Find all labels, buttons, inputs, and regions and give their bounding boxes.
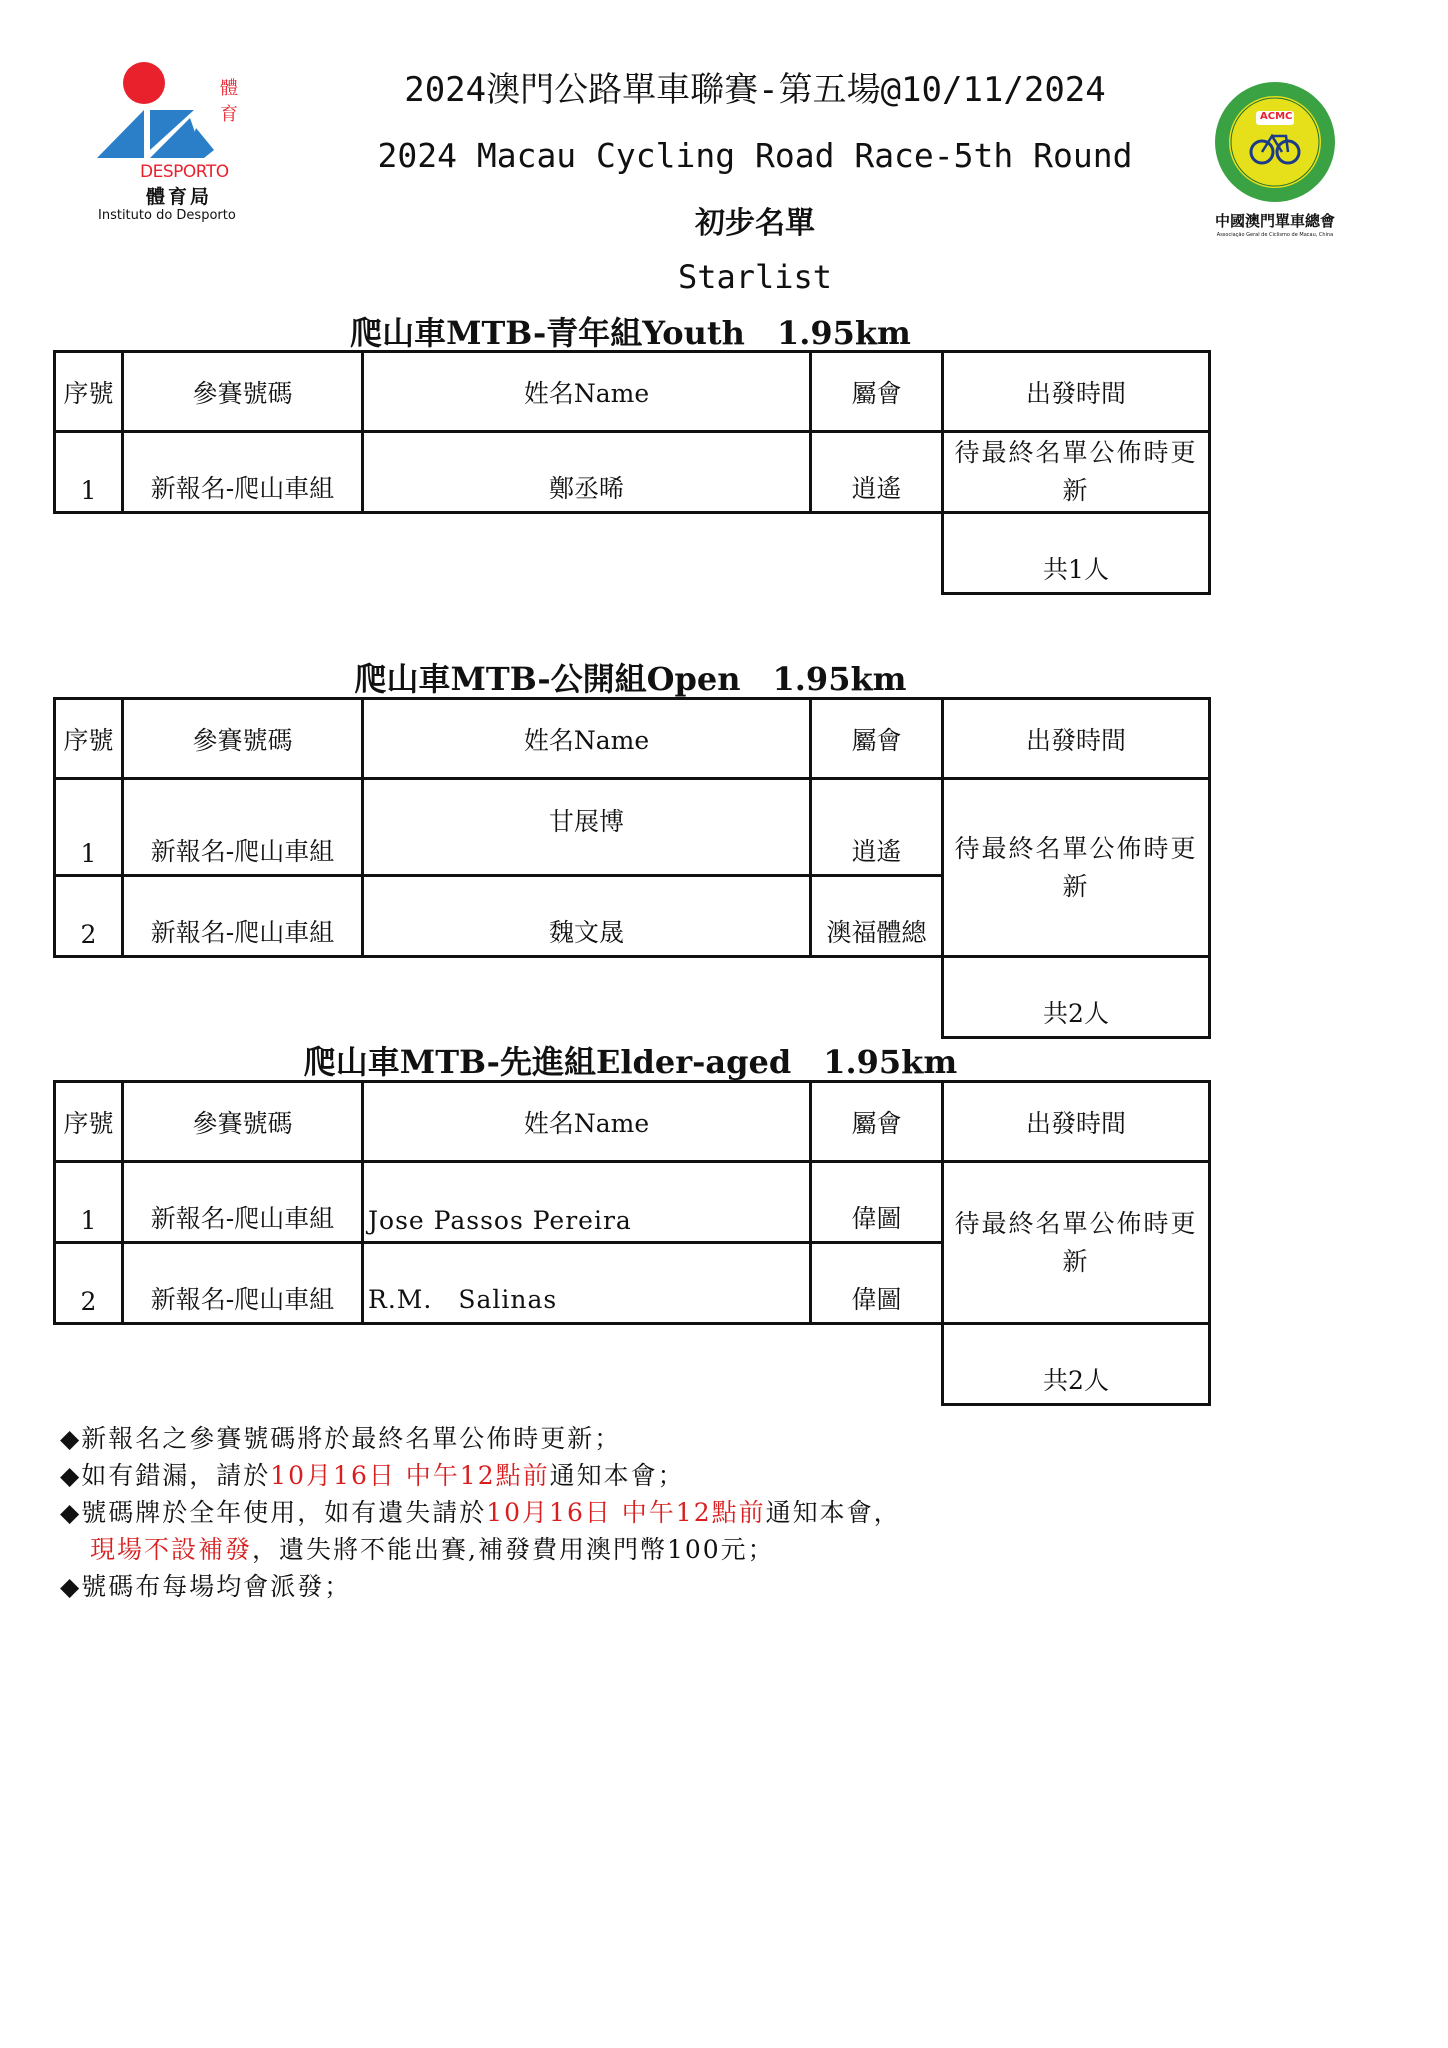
note-5: ◆號碼布每場均會派發； [60,1572,352,1601]
row-club: 偉圖 [811,1243,943,1324]
row-club: 偉圖 [811,1162,943,1243]
note-4-text: ，遺失將不能出賽,補發費用澳門幣100元； [252,1535,775,1564]
col-name: 姓名Name [363,699,811,779]
col-seq: 序號 [55,699,123,779]
total-count: 共2人 [943,1324,1210,1405]
start-time: 待最終名單公佈時更新 [943,432,1210,513]
table-row [55,779,1210,876]
note-2 [60,1457,901,1494]
logo-name-zh: 體育局 [146,186,213,208]
subtitle-zh: 初步名單 [695,206,815,241]
logo-brand: DESPORTO [140,162,229,182]
logo-vertical-text-1: 體 [220,78,238,99]
start-time: 待最終名單公佈時更新 [943,779,1210,957]
col-seq: 序號 [55,352,123,432]
note-1: ◆新報名之參賽號碼將於最終名單公佈時更新； [60,1424,622,1453]
col-start: 出發時間 [943,699,1210,779]
logo-name-pt: Instituto do Desporto [98,208,236,223]
col-start: 出發時間 [943,352,1210,432]
total-row [55,957,1210,1038]
total-row [55,1324,1210,1405]
col-club: 屬會 [811,1082,943,1162]
note-4 [60,1531,901,1568]
row-name: R.M. Salinas [363,1243,811,1324]
section-title-youth: 爬山車MTB-青年組Youth 1.95km [350,314,911,352]
row-seq: 1 [55,779,123,876]
note-3-deadline: 10月16日 中午12點前 [486,1498,766,1527]
total-count: 共2人 [943,957,1210,1038]
note-2-deadline: 10月16日 中午12點前 [270,1461,550,1490]
desporto-logo [92,58,262,228]
col-bib: 參賽號碼 [123,1082,363,1162]
col-club: 屬會 [811,352,943,432]
row-club: 逍遙 [811,432,943,513]
acmc-badge-text: ACMC [1260,111,1293,122]
row-bib: 新報名-爬山車組 [123,1243,363,1324]
col-club: 屬會 [811,699,943,779]
col-name: 姓名Name [363,1082,811,1162]
logo-vertical-text-2: 育 [220,104,238,125]
row-name: 鄭丞晞 [363,432,811,513]
col-bib: 參賽號碼 [123,352,363,432]
note-3 [60,1494,901,1531]
notes [60,1420,901,1605]
title-zh: 2024澳門公路單車聯賽-第五場@10/11/2024 [404,70,1106,110]
note-3-text-a: ◆號碼牌於全年使用，如有遺失請於 [60,1498,487,1527]
table-header-row [55,1082,1210,1162]
table-row [55,1162,1210,1243]
row-club: 澳福體總 [811,876,943,957]
total-row [55,513,1210,594]
total-count: 共1人 [943,513,1210,594]
section-title-open: 爬山車MTB-公開組Open 1.95km [354,660,907,698]
row-bib: 新報名-爬山車組 [123,1162,363,1243]
table-row [55,432,1210,513]
title-en: 2024 Macau Cycling Road Race-5th Round [377,136,1133,175]
col-seq: 序號 [55,1082,123,1162]
row-name: Jose Passos Pereira [363,1162,811,1243]
note-4-warning: 現場不設補發 [90,1535,253,1564]
table-header-row [55,352,1210,432]
row-club: 逍遙 [811,779,943,876]
col-bib: 參賽號碼 [123,699,363,779]
row-seq: 1 [55,432,123,513]
starlist-table-youth [53,350,1211,595]
starlist-table-open [53,697,1211,1039]
row-bib: 新報名-爬山車組 [123,876,363,957]
acmc-logo [1200,80,1350,250]
row-name: 甘展博 [363,779,811,876]
acmc-name-pt: Associação Geral de Ciclismo de Macau, China [1216,232,1334,238]
start-time: 待最終名單公佈時更新 [943,1162,1210,1324]
row-name: 魏文晟 [363,876,811,957]
acmc-name-zh: 中國澳門單車總會 [1214,212,1335,230]
row-seq: 1 [55,1162,123,1243]
col-name: 姓名Name [363,352,811,432]
note-2-text-b: 通知本會； [549,1461,685,1490]
acmc-cycling-emblem-icon [1200,80,1350,210]
section-title-elder: 爬山車MTB-先進組Elder-aged 1.95km [303,1043,958,1081]
subtitle-en: Starlist [677,258,833,296]
row-bib: 新報名-爬山車組 [123,432,363,513]
starlist-table-elder [53,1080,1211,1406]
col-start: 出發時間 [943,1082,1210,1162]
row-bib: 新報名-爬山車組 [123,779,363,876]
note-2-text-a: ◆如有錯漏，請於 [60,1461,271,1490]
table-header-row [55,699,1210,779]
row-seq: 2 [55,1243,123,1324]
row-seq: 2 [55,876,123,957]
note-3-text-b: 通知本會， [765,1498,901,1527]
